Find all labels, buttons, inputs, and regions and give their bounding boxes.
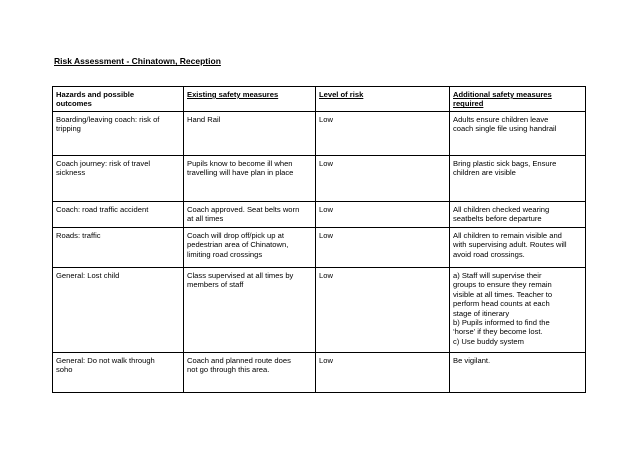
cell-line: visible at all times. Teacher to <box>453 289 553 299</box>
cell-line: Low <box>319 356 333 365</box>
cell-existing <box>184 353 316 393</box>
header-hazards-line: Hazards and possible <box>56 90 135 99</box>
cell-level <box>316 156 450 202</box>
cell-existing <box>184 228 316 268</box>
cell-hazard <box>53 156 184 202</box>
cell-line: b) Pupils informed to find the <box>453 318 550 328</box>
cell-line: sickness <box>56 168 86 178</box>
cell-hazard <box>53 228 184 268</box>
cell-line: avoid road crossings. <box>453 249 525 259</box>
cell-line: pedestrian area of Chinatown, <box>187 240 289 250</box>
cell-line: Be vigilant. <box>453 356 491 365</box>
cell-level <box>316 353 450 393</box>
cell-line: groups to ensure they remain <box>453 280 552 290</box>
table-row <box>53 202 586 228</box>
cell-level <box>316 112 450 156</box>
cell-level <box>316 202 450 228</box>
cell-line: ‘horse’ if they become lost. <box>453 327 543 337</box>
cell-level <box>316 228 450 268</box>
cell-line: with supervising adult. Routes will <box>453 240 567 250</box>
cell-line: All children to remain visible and <box>453 231 562 240</box>
cell-existing <box>184 202 316 228</box>
risk-assessment-table <box>52 86 586 393</box>
header-existing-measures <box>184 87 316 112</box>
header-hazards-line: outcomes <box>56 99 92 109</box>
cell-line: limiting road crossings <box>187 249 263 259</box>
header-hazards <box>53 87 184 112</box>
cell-line: Low <box>319 159 333 168</box>
cell-line: Pupils know to become ill when <box>187 159 293 168</box>
table-row <box>53 353 586 393</box>
cell-line: Roads: traffic <box>56 231 101 240</box>
cell-line: Low <box>319 231 333 240</box>
cell-line: Low <box>319 115 333 124</box>
cell-line: Coach approved. Seat belts worn <box>187 205 300 214</box>
cell-line: Bring plastic sick bags, Ensure <box>453 159 557 168</box>
header-level-of-risk <box>316 87 450 112</box>
cell-existing <box>184 156 316 202</box>
cell-line: General: Do not walk through <box>56 356 155 365</box>
cell-hazard <box>53 202 184 228</box>
cell-line: stage of itinerary <box>453 308 510 318</box>
cell-line: c) Use buddy system <box>453 336 524 346</box>
cell-line: perform head counts at each <box>453 299 550 309</box>
cell-existing <box>184 112 316 156</box>
cell-additional <box>450 228 586 268</box>
table-row <box>53 228 586 268</box>
cell-additional <box>450 353 586 393</box>
cell-line: Adults ensure children leave <box>453 115 549 124</box>
cell-additional <box>450 202 586 228</box>
cell-line: not go through this area. <box>187 365 270 375</box>
cell-hazard <box>53 353 184 393</box>
cell-line: coach single file using handrail <box>453 124 557 134</box>
cell-hazard <box>53 268 184 353</box>
header-additional-measures <box>450 87 586 112</box>
cell-line: children are visible <box>453 168 516 178</box>
cell-line: members of staff <box>187 280 244 290</box>
cell-line: Coach journey: risk of travel <box>56 159 151 168</box>
cell-line: Low <box>319 271 333 280</box>
header-level-line: Level of risk <box>319 90 364 99</box>
cell-line: travelling will have plan in place <box>187 168 294 178</box>
cell-additional <box>450 268 586 353</box>
cell-line: seatbelts before departure <box>453 214 542 224</box>
cell-line: Coach will drop off/pick up at <box>187 231 284 240</box>
cell-hazard <box>53 112 184 156</box>
table-row <box>53 156 586 202</box>
cell-line: tripping <box>56 124 81 134</box>
cell-line: at all times <box>187 214 224 224</box>
cell-line: a) Staff will supervise their <box>453 271 542 280</box>
cell-line: Coach and planned route does <box>187 356 291 365</box>
cell-line: General: Lost child <box>56 271 120 280</box>
cell-line: Boarding/leaving coach: risk of <box>56 115 160 124</box>
table-header-row <box>53 87 586 112</box>
header-additional-line: required <box>453 99 484 109</box>
table-row <box>53 268 586 353</box>
cell-line: Coach: road traffic accident <box>56 205 149 214</box>
cell-existing <box>184 268 316 353</box>
document-title: Risk Assessment - Chinatown, Reception <box>54 56 221 66</box>
cell-line: Hand Rail <box>187 115 221 124</box>
cell-level <box>316 268 450 353</box>
table-row <box>53 112 586 156</box>
cell-additional <box>450 112 586 156</box>
cell-line: soho <box>56 365 73 375</box>
header-existing-line: Existing safety measures <box>187 90 279 99</box>
cell-line: All children checked wearing <box>453 205 550 214</box>
cell-line: Low <box>319 205 333 214</box>
header-additional-line: Additional safety measures <box>453 90 552 99</box>
cell-additional <box>450 156 586 202</box>
cell-line: Class supervised at all times by <box>187 271 294 280</box>
